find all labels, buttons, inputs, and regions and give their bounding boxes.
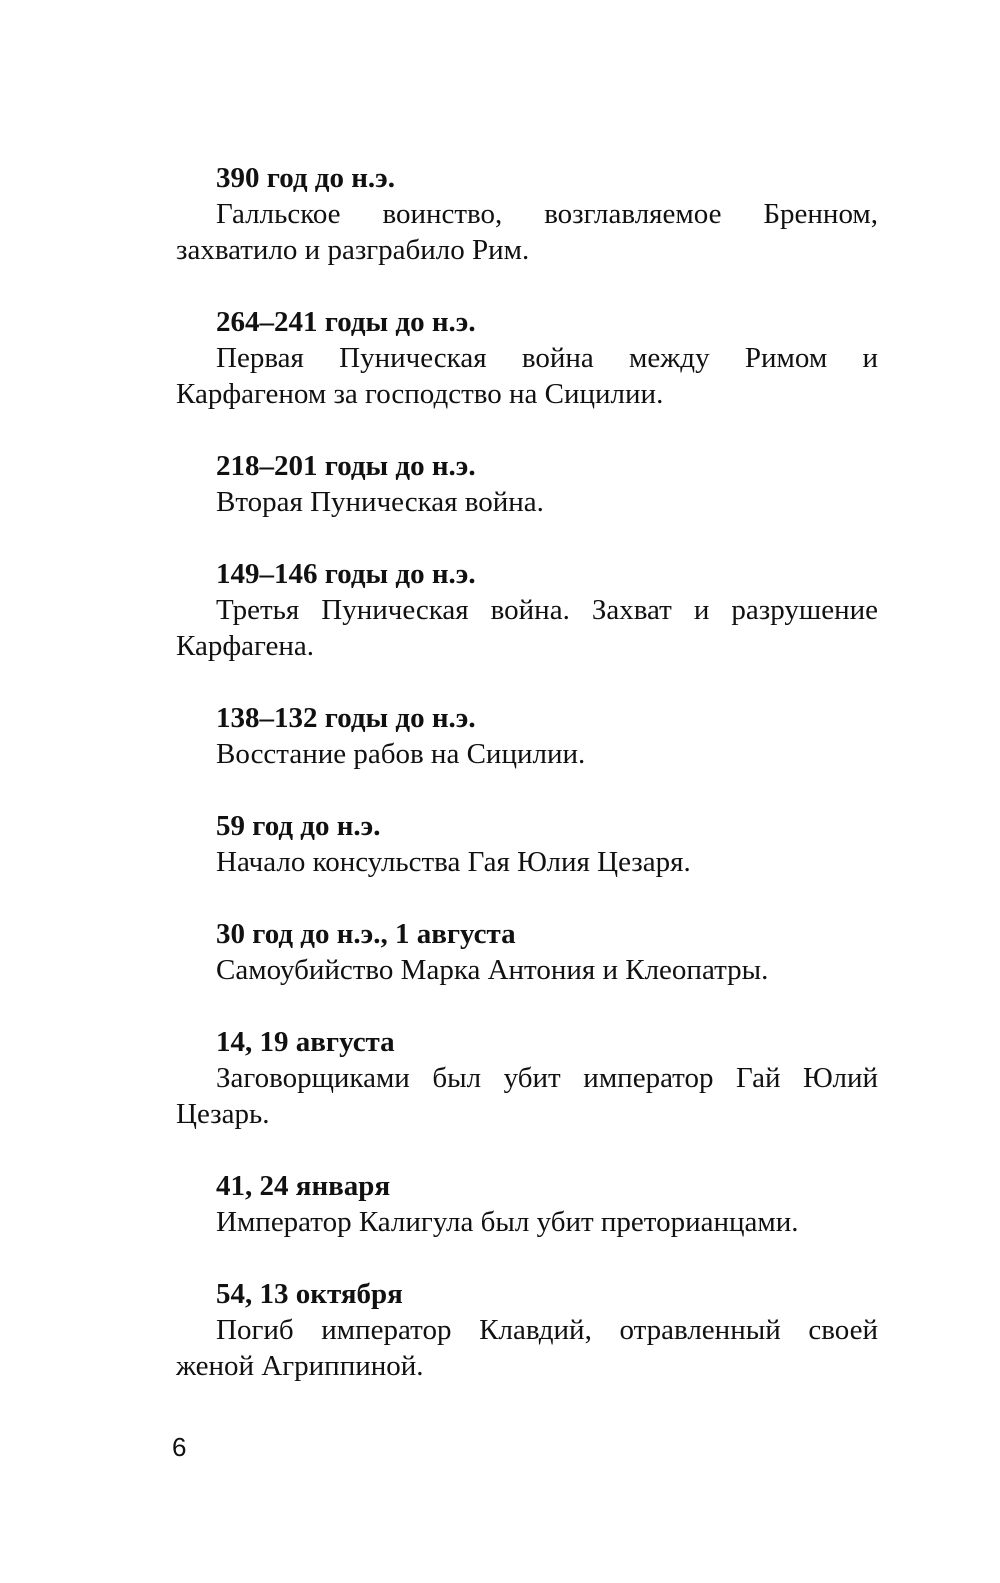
entry-date: 30 год до н.э., 1 августа [216,918,516,950]
entry-date: 41, 24 января [216,1170,391,1202]
entry-text: Первая Пуническая война между Римом и Карфагеном за господство на Сицилии. [176,342,878,410]
entry-text: Погиб император Клавдий, отравленный своей женой Агриппиной. [176,1314,878,1382]
entry-text: Восстание рабов на Сицилии. [216,738,586,770]
entry-date: 390 год до н.э. [216,162,395,194]
chronology-entry [176,448,878,520]
chronology-entry [176,700,878,772]
chronology-entry [176,556,878,664]
chronology-entry [176,1276,878,1384]
chronology-entry [176,1024,878,1132]
page-number: 6 [172,1432,187,1462]
entry-date: 138–132 годы до н.э. [216,702,476,734]
entry-text: Галльское воинство, возглавляемое Бренном, захватило и разграбило Рим. [176,198,878,266]
entry-text: Император Калигула был убит преторианцами. [216,1206,799,1238]
entry-text: Самоубийство Марка Антония и Клеопатры. [216,954,769,986]
entry-date: 14, 19 августа [216,1026,395,1058]
chronology-entry [176,304,878,412]
chronology-entry [176,160,878,268]
entry-date: 264–241 годы до н.э. [216,306,476,338]
chronology-entry [176,1168,878,1240]
entry-text: Заговорщиками был убит император Гай Юлий Цезарь. [176,1062,878,1130]
entry-date: 59 год до н.э. [216,810,381,842]
chronology-entry [176,808,878,880]
chronology-list [176,160,878,1420]
entry-date: 218–201 годы до н.э. [216,450,476,482]
entry-text: Третья Пуническая война. Захват и разрушение Карфагена. [176,594,878,662]
entry-text: Начало консульства Гая Юлия Цезаря. [216,846,691,878]
chronology-entry [176,916,878,988]
entry-text: Вторая Пуническая война. [216,486,544,518]
entry-date: 54, 13 октября [216,1278,403,1310]
entry-date: 149–146 годы до н.э. [216,558,476,590]
